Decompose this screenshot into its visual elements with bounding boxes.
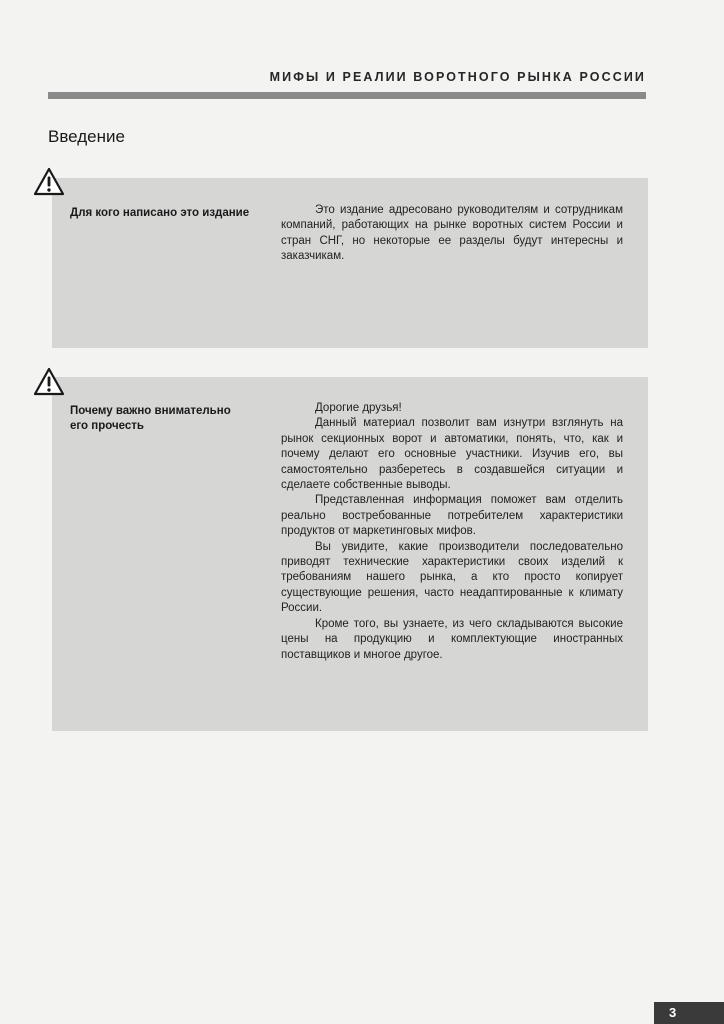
panel-label-importance: Почему важно внимательно его прочесть (70, 405, 231, 432)
panel-text-audience (281, 203, 623, 265)
warning-triangle-icon (32, 166, 66, 198)
paragraph: Это издание адресовано руководителям и сотрудникам компаний, работающих на рынке воротных систем России и стран СНГ, но некоторые ее разделы будут интересны и заказчикам. (281, 204, 623, 263)
section-title: Введение (48, 127, 125, 146)
panel-text-importance (281, 401, 623, 663)
paragraph: Кроме того, вы узнаете, из чего складываются высокие цены на продукцию и комплектующие иностранных поставщиков и многое другое. (281, 617, 623, 661)
paragraph: Данный материал позволит вам изнутри взглянуть на рынок секционных ворот и автоматики, понять, что, как и почему делают его основные участники. Изучив его, вы самостоятельно разберетесь в создавшейся ситуации и сделаете собственные выводы. (281, 417, 623, 492)
page-number: 3 (654, 1002, 724, 1024)
panel-label-audience: Для кого написано это издание (70, 207, 250, 219)
paragraph: Представленная информация поможет вам отделить реально востребованные потребителем характеристики продуктов от маркетинговых мифов. (281, 494, 623, 538)
paragraph: Вы увидите, какие производители последовательно приводят технические характеристики своих изделий к требованиям нашего рынка, а кто просто копирует существующие решения, часто неадаптированные к климату России. (281, 540, 623, 615)
paragraph: Дорогие друзья! (315, 402, 402, 414)
header-rule (48, 92, 646, 99)
running-header-title: МИФЫ И РЕАЛИИ ВОРОТНОГО РЫНКА РОССИИ (269, 70, 646, 84)
warning-triangle-icon (32, 366, 66, 398)
